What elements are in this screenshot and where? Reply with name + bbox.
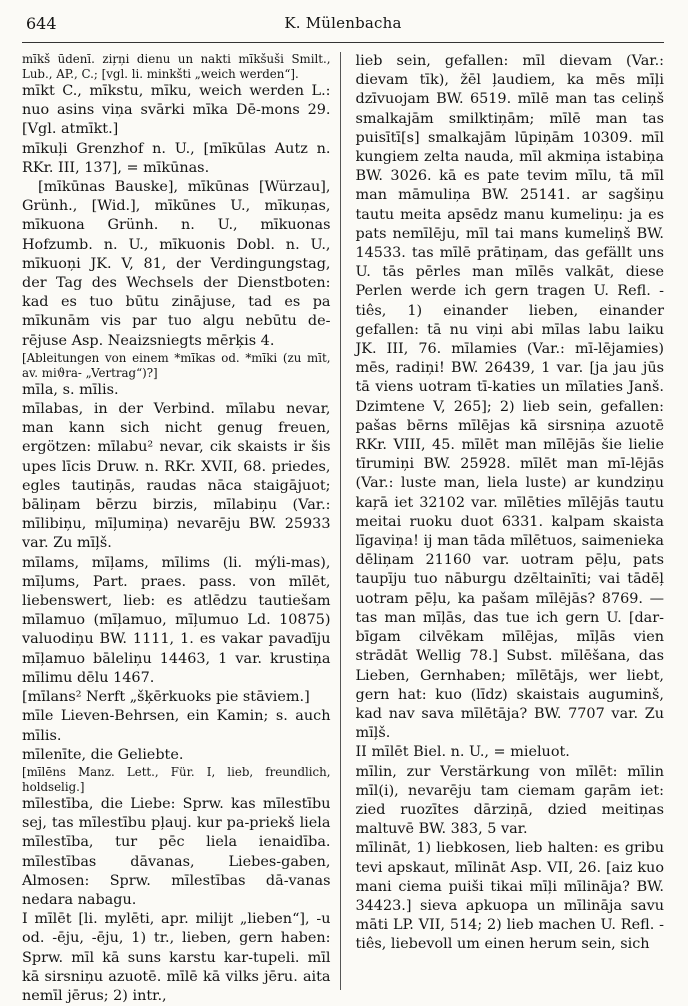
dictionary-entry: I mīlēt [li. mylēti, apr. milijt „lieben“], -u od. -ēju, -ēju, 1) tr., lieben, gern haben: Sprw. mīl kā suns karstu kar-tupeli. mīl kā sirsniņu azuotē. mīlē kā vilks jēru. aita nemīl jērus; 2) intr., (22, 911, 331, 1004)
running-head: K. Mülenbacha (284, 14, 402, 32)
columns (22, 52, 664, 1004)
dictionary-entry: mīlabas, in der Verbind. mīlabu nevar, man kann sich nicht genug freuen, ergötzen: mīlabu² nevar, cik skaists ir šis upes līcis Druw. n. RKr. XVII, 68. priedes, egles tautiņās, raudas nāca staigājuot; bāliņam bērzu birzis, mīlabiņu (Var.: mīlibiņu, mīļumiņa) nevarēju BW. 25933 var. Zu mīļš. (22, 401, 331, 552)
dictionary-entry: [mīlans² Nerft „šķērkuoks pie stāviem.] (22, 689, 310, 706)
dictionary-entry: II mīlēt Biel. n. U., = mieluot. (355, 744, 570, 761)
dictionary-entry: mīlenīte, die Geliebte. (22, 746, 184, 763)
page-number: 644 (26, 14, 57, 33)
dictionary-entry: mīkt C., mīkstu, mīku, weich werden L.: nuo asins viņa svārki mīka Dē-mons 29. [Vgl. atmīkt.] (22, 83, 331, 138)
dictionary-entry: mīlams, mīļams, mīlims (li. mýli-mas), mīļums, Part. praes. pass. von mīlēt, liebenswert, lieb: es atlēdzu tautiešam mīlamuo (mīļamuo, mīļumuo Ld. 10875) valuodiņu BW. 1111, 1. es vakar pavadīju mīļamuo bāleliņu 14463, 1 var. krustiņa mīlimu dēlu 1467. (22, 554, 331, 686)
dictionary-entry: lieb sein, gefallen: mīl dievam (Var.: dievam tīk), žēl ļaudiem, ka mēs mīļi dzīvuojam BW. 6519. mīlē man tas celiņš smalkajām smilktiņām; mīlē man tas puisītī[s] smalkajām lūpiņām 10309. mīl kungiem zelta nauda, mīl akmiņa istabiņa BW. 3026. kā es pate tevim mīlu, tā mīl man māmuliņa BW. 25141. ar sagšiņu tautu meita apsēdz manu kumeliņu: ja es pats nemīlēju, mīl tai mans kumeliņš BW. 14533. tas mīlē prātiņam, das gefällt uns U. tās pērles man mīlēs valkāt, diese Perlen werde ich gern tragen U. Refl. -tiês, 1) einander lieben, einander gefallen: tā nu viņi abi mīlas labu laiku JK. III, 76. mīlamies (Var.: mī-lējamies) mēs, radiņi! BW. 26439, 1 var. [ja jau jūs tā viens uotram tī-katies un mīlaties Janš. Dzimtene V, 265]; 2) lieb sein, gefallen: pašas bērns mīlējas kā sirsniņa azuotē RKr. VIII, 45. mīlēt man mīlējās šie lielie tīrumiņi BW. 25928. mīlēt man mī-lējās (Var.: luste man, liela luste) ar kundziņu kaŗā iet 32102 var. mīlēties mīlējās tautu meitai ruoku duot 6331. kalpam skaista līgaviņa! ij man tāda mīlētuos, saimenieka dēliņam 21160 var. uotram pēļu, pats taupīju tuo nāburgu dzēltainīti; vai tādēļ uotram pēļu, ka pašam mīlējās? 8769. — tas man mīļās, das tue ich gern U. [dar-bīgam cilvēkam mīlējas, mīļās vien strādāt Wellig 78.] Subst. mīlēšana, das Lieben, Gernhaben; mīlētājs, wer liebt, gern hat: kuo (līdz) skaistais auguminš, kad nav sava mīlētāja? BW. 7707 var. Zu mīļš. (355, 53, 664, 742)
dictionary-entry: [mīlēns Manz. Lett., Für. I, lieb, freundlich, holdselig.] (22, 764, 331, 794)
dictionary-entry: mīkuļi Grenzhof n. U., [mīkūlas Autz n. RKr. III, 137], = mīkūnas. (22, 140, 331, 176)
dictionary-entry: mīlināt, 1) liebkosen, lieb halten: es gribu tevi apskaut, mīlināt Asp. VII, 26. [aiz kuo mani ciema puiši tikai mīļi mīlināja? BW. 34423.] sieva apkuopa un mīlināja savu māti LP. VII, 514; 2) lieb machen U. Refl. -tiês, liebevoll um einen herum sein, sich (355, 840, 664, 953)
dictionary-entry: mīla, s. mīlis. (22, 381, 119, 398)
dictionary-entry: mīlin, zur Verstärkung von mīlēt: mīlin mīl(i), nevarēju tam ciemam gaŗām iet: zied ruozītes dārziņā, dzied meitiņas maltuvē BW. 383, 5 var. (355, 763, 664, 838)
dictionary-entry: mīle Lieven-Behrsen, ein Kamin; s. auch mīlis. (22, 708, 331, 744)
dictionary-entry: [Ableitungen von einem *mīkas od. *mīki (zu mīt, av. miϑra- „Vertrag“)?] (22, 350, 331, 380)
dictionary-entry: mīkš ūdenī. ziŗņi dienu un nakti mīkšuši Smilt., Lub., AP., C.; [vgl. li. minkšti „weich werden“]. (22, 52, 331, 81)
left-column (22, 52, 341, 1004)
page-header (22, 0, 664, 52)
dictionary-entry: [mīkūnas Bauske], mīkūnas [Würzau], Grünh., [Wid.], mīkūnes U., mīkuņas, mīkuona Grünh. n. U., mīkuonas Hofzumb. n. U., mīkuonis Dobl. n. U., mīkuoņi JK. V, 81, der Verdingungstag, der Tag des Wechsels der Dienstboten: kad es tuo būtu zinājuse, tad es pa mīkunām vis par tuo algu nebūtu de-rējuse Asp. Neaizsniegts mērķis 4. (22, 179, 331, 349)
right-column (355, 52, 665, 990)
header-rule (22, 42, 664, 43)
dictionary-entry: mīlestība, die Liebe: Sprw. kas mīlestību sej, tas mīlestību pļauj. kur pa-priekš liela mīlestība, tur pēc liela ienaidība. mīlestības dāvanas, Liebes-gaben, Almosen: Sprw. mīlestības dā-vanas nedara nabagu. (22, 795, 331, 908)
